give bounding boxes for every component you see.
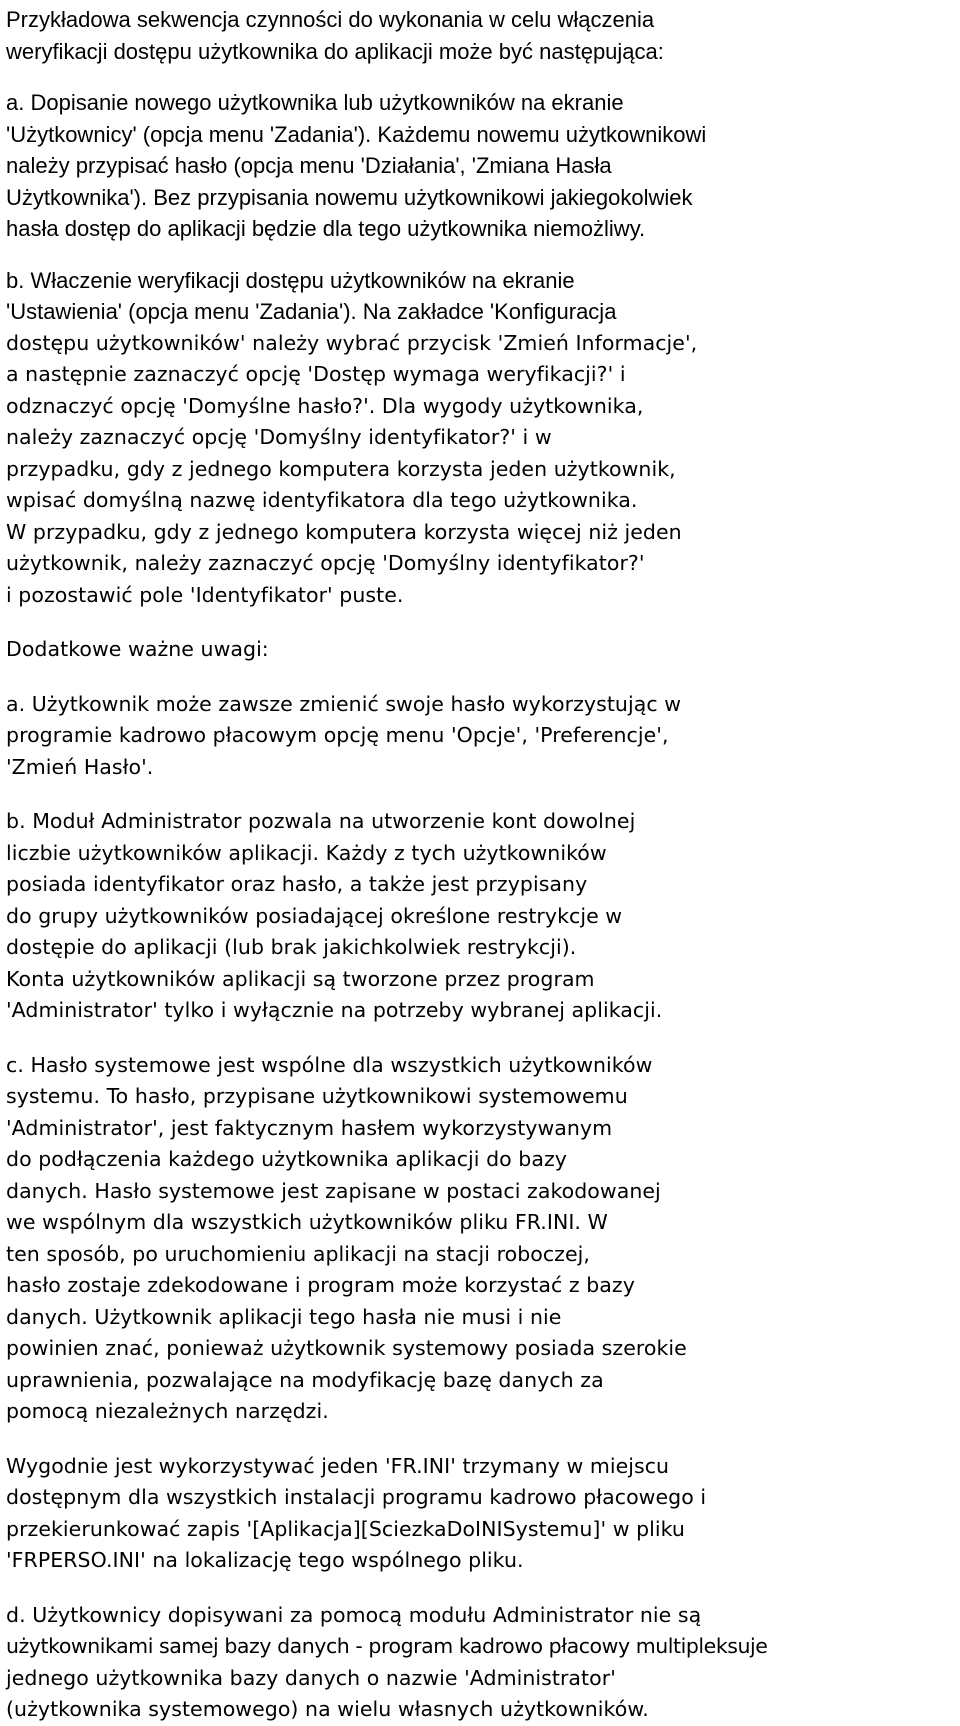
text-line: liczbie użytkowników aplikacji. Każdy z tych użytkowników <box>6 840 607 865</box>
text-line: należy zaznaczyć opcję 'Domyślny identyfikator?' i w <box>6 425 552 449</box>
text-line: a. Dopisanie nowego użytkownika lub użytkowników na ekranie <box>6 90 624 115</box>
note-c-paragraph <box>6 1050 960 1428</box>
text-line: Wygodnie jest wykorzystywać jeden 'FR.INI' trzymany w miejscu <box>6 1453 670 1478</box>
text-line: Użytkownika'). Bez przypisania nowemu użytkownikowi jakiegokolwiek <box>6 184 693 210</box>
text-line: 'FRPERSO.INI' na lokalizację tego wspólnego pliku. <box>6 1548 524 1572</box>
text-line: weryfikacji dostępu użytkownika do aplikacji może być następująca: <box>6 38 664 64</box>
text-line: i pozostawić pole 'Identyfikator' puste. <box>6 582 404 607</box>
text-line: Konta użytkowników aplikacji są tworzone przez program <box>6 966 595 991</box>
note-a-paragraph <box>6 689 960 784</box>
text-line: uprawnienia, pozwalające na modyfikację bazę danych za <box>6 1367 604 1392</box>
text-line: dostępu użytkowników' należy wybrać przycisk 'Zmień Informacje', <box>6 330 698 355</box>
step-b-paragraph <box>6 265 960 612</box>
text-line: 'Użytkownicy' (opcja menu 'Zadania'). Każdemu nowemu użytkownikowi <box>6 121 707 147</box>
intro-paragraph <box>6 4 960 67</box>
text-line: we wspólnym dla wszystkich użytkowników pliku FR.INI. W <box>6 1210 608 1234</box>
text-line: przekierunkować zapis '[Aplikacja][SciezkaDoINISystemu]' w pliku <box>6 1516 685 1541</box>
text-line: d. Użytkownicy dopisywani za pomocą modułu Administrator nie są <box>6 1602 702 1627</box>
text-line: 'Administrator' tylko i wyłącznie na potrzeby wybranej aplikacji. <box>6 998 663 1022</box>
text-line: do podłączenia każdego użytkownika aplikacji do bazy <box>6 1147 567 1171</box>
text-line: hasła dostęp do aplikacji będzie dla tego użytkownika niemożliwy. <box>6 216 646 241</box>
notes-heading: Dodatkowe ważne uwagi: <box>6 637 269 661</box>
text-line: dostępie do aplikacji (lub brak jakichkolwiek restrykcji). <box>6 935 577 959</box>
text-line: danych. Hasło systemowe jest zapisane w postaci zakodowanej <box>6 1178 661 1203</box>
text-line: 'Ustawienia' (opcja menu 'Zadania'). Na zakładce 'Konfiguracja <box>6 299 617 324</box>
text-line: posiada identyfikator oraz hasło, a także jest przypisany <box>6 872 588 896</box>
note-d-paragraph <box>6 1600 960 1726</box>
text-line: odznaczyć opcję 'Domyślne hasło?'. Dla wygody użytkownika, <box>6 393 644 418</box>
note-b-paragraph <box>6 806 960 1027</box>
text-line: powinien znać, ponieważ użytkownik systemowy posiada szerokie <box>6 1336 687 1360</box>
text-line: danych. Użytkownik aplikacji tego hasła nie musi i nie <box>6 1304 562 1329</box>
text-line: b. Właczenie weryfikacji dostępu użytkowników na ekranie <box>6 267 575 293</box>
text-line: ten sposób, po uruchomieniu aplikacji na stacji roboczej, <box>6 1241 590 1266</box>
text-line: W przypadku, gdy z jednego komputera korzysta więcej niż jeden <box>6 519 682 544</box>
ini-paragraph <box>6 1451 960 1577</box>
text-line: jednego użytkownika bazy danych o nazwie 'Administrator' <box>6 1665 616 1690</box>
text-line: Przykładowa sekwencja czynności do wykonania w celu włączenia <box>6 7 655 32</box>
text-line: hasło zostaje zdekodowane i program może korzystać z bazy <box>6 1273 635 1297</box>
text-line: wpisać domyślną nazwę identyfikatora dla tego użytkownika. <box>6 488 638 512</box>
text-line: (użytkownika systemowego) na wielu własnych użytkowników. <box>6 1697 649 1721</box>
text-line: 'Administrator', jest faktycznym hasłem wykorzystywanym <box>6 1115 613 1140</box>
text-line: użytkownikami samej bazy danych - program kadrowo płacowy multipleksuje <box>6 1634 768 1658</box>
text-line: b. Moduł Administrator pozwala na utworzenie kont dowolnej <box>6 809 636 833</box>
text-line: pomocą niezależnych narzędzi. <box>6 1399 329 1423</box>
text-line: programie kadrowo płacowym opcję menu 'Opcje', 'Preferencje', <box>6 723 669 747</box>
text-line: a. Użytkownik może zawsze zmienić swoje hasło wykorzystując w <box>6 691 682 716</box>
step-a-paragraph <box>6 87 960 245</box>
text-line: systemu. To hasło, przypisane użytkownikowi systemowemu <box>6 1084 628 1108</box>
text-line: użytkownik, należy zaznaczyć opcję 'Domyślny identyfikator?' <box>6 551 645 575</box>
text-line: 'Zmień Hasło'. <box>6 754 154 779</box>
document-page <box>6 4 960 1726</box>
text-line: przypadku, gdy z jednego komputera korzysta jeden użytkownik, <box>6 456 676 481</box>
text-line: dostępnym dla wszystkich instalacji programu kadrowo płacowego i <box>6 1485 707 1509</box>
text-line: należy przypisać hasło (opcja menu 'Działania', 'Zmiana Hasła <box>6 153 612 178</box>
text-line: do grupy użytkowników posiadającej określone restrykcje w <box>6 903 623 928</box>
text-line: c. Hasło systemowe jest wspólne dla wszystkich użytkowników <box>6 1052 653 1077</box>
text-line: a następnie zaznaczyć opcję 'Dostęp wymaga weryfikacji?' i <box>6 362 626 386</box>
